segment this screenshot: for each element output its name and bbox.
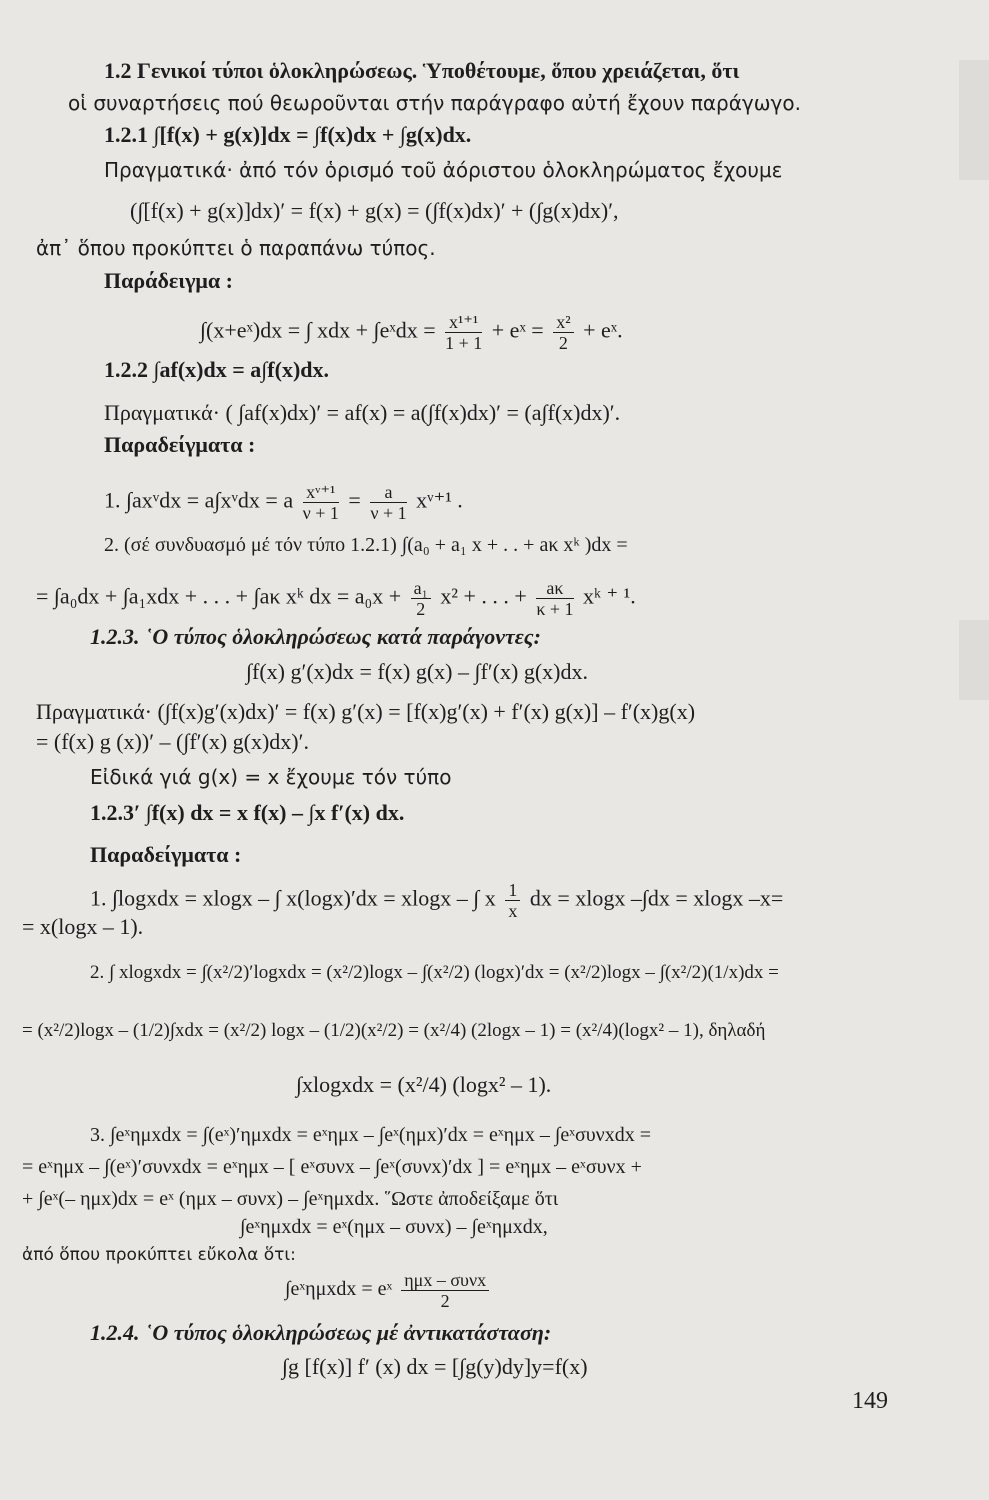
formula-part: x² + . . . + — [440, 583, 527, 609]
formula-part: ∫(x+eˣ)dx = ∫ xdx + ∫eˣdx = — [200, 317, 436, 343]
fraction — [505, 880, 520, 921]
formula-line: = x(logx – 1). — [22, 914, 144, 939]
numerator: x¹⁺¹ — [445, 312, 482, 333]
text-line: ἀπ᾽ ὅπου προκύπτει ὁ παραπάνω τύπος. — [36, 236, 436, 260]
formula-part: 1. ∫logxdx = xlogx – ∫ x(logx)′dx = xlogx – ∫ x — [90, 885, 496, 911]
section-heading-1-2-4: 1.2.4. ῾Ο τύπος ὁλοκληρώσεως μέ ἀντικατάσταση: — [90, 1320, 552, 1345]
denominator: 1 + 1 — [445, 333, 483, 353]
examples-heading: Παραδείγματα : — [104, 432, 256, 457]
formula-part: xᵏ ⁺ ¹. — [583, 583, 636, 609]
numerator: 1 — [505, 880, 520, 901]
denominator: 2 — [416, 599, 426, 619]
text-line: Εἰδικά γιά g(x) = x ἔχουμε τόν τύπο — [90, 765, 452, 789]
numerator: a₁ — [411, 578, 431, 599]
fraction — [536, 578, 573, 619]
margin-bleed — [959, 620, 989, 700]
example-1 — [90, 880, 783, 921]
numerator: a — [370, 482, 406, 503]
formula-1-2-2: 1.2.2 ∫af(x)dx = a∫f(x)dx. — [104, 357, 330, 382]
fraction — [401, 1270, 489, 1311]
formula-line: Πραγματικά· (∫f(x)g′(x)dx)′ = f(x) g′(x) = [f(x)g′(x) + f′(x) g(x)] – f′(x)g(x) — [36, 699, 696, 724]
formula-line: (∫[f(x) + g(x)]dx)′ = f(x) + g(x) = (∫f(x)dx)′ + (∫g(x)dx)′, — [130, 198, 619, 223]
formula-part: dx = xlogx –∫dx = xlogx –x= — [529, 885, 784, 911]
formula-line — [285, 1270, 493, 1311]
denominator: x — [508, 901, 518, 921]
page-number: 149 — [852, 1388, 888, 1414]
section-heading-1-2-3: 1.2.3. ῾Ο τύπος ὁλοκληρώσεως κατά παράγοντες: — [90, 624, 541, 649]
text-line: Πραγματικά· ἀπό τόν ὁρισμό τοῦ ἀόριστου ὁλοκληρώματος ἔχουμε — [104, 158, 783, 182]
section-heading-1-2: 1.2 Γενικοί τύποι ὁλοκληρώσεως. Ὑποθέτουμε, ὅπου χρειάζεται, ὅτι — [104, 58, 740, 83]
denominator: ν + 1 — [302, 503, 339, 523]
numerator: x² — [553, 312, 573, 333]
example-1 — [104, 482, 463, 523]
formula-line: + ∫eˣ(– ημx)dx = eˣ (ημx – συνx) – ∫eˣημxdx. ῞Ωστε ἀποδείξαμε ὅτι — [22, 1188, 559, 1210]
denominator: ν + 1 — [370, 503, 407, 523]
formula-part: + eˣ. — [583, 317, 623, 343]
fraction — [411, 578, 431, 619]
text-line: ἀπό ὅπου προκύπτει εὔκολα ὅτι: — [22, 1245, 296, 1265]
formula-line — [36, 578, 636, 619]
formula-part: + eˣ = — [491, 317, 544, 343]
formula-line: = eˣημx – ∫(eˣ)′συνxdx = eˣημx – [ eˣσυνx – ∫eˣ(συνx)′dx ] = eˣημx – eˣσυνx + — [22, 1156, 642, 1178]
formula-line: ∫eˣημxdx = eˣ(ημx – συνx) – ∫eˣημxdx, — [240, 1216, 548, 1238]
fraction — [303, 482, 339, 523]
formula-line: = (f(x) g (x))′ – (∫f′(x) g(x)dx)′. — [36, 729, 309, 754]
example-2: 2. ∫ xlogxdx = ∫(x²/2)′logxdx = (x²/2)logx – ∫(x²/2) (logx)′dx = (x²/2)logx – ∫(x²/2)(1/x)dx = — [90, 962, 779, 983]
formula-1-2-3-prime: 1.2.3′ ∫f(x) dx = x f(x) – ∫x f′(x) dx. — [90, 800, 405, 825]
example-formula — [200, 312, 623, 353]
formula-line: Πραγματικά· ( ∫af(x)dx)′ = af(x) = a(∫f(x)dx)′ = (a∫f(x)dx)′. — [104, 400, 621, 425]
denominator: κ + 1 — [536, 599, 574, 619]
formula-part: 1. ∫axᵛdx = a∫xᵛdx = a — [104, 487, 294, 513]
example-heading: Παράδειγμα : — [104, 268, 233, 293]
numerator: xᵛ⁺¹ — [303, 482, 339, 503]
denominator: 2 — [440, 1291, 450, 1311]
fraction — [445, 312, 482, 353]
formula-line: ∫g [f(x)] f′ (x) dx = [∫g(y)dy]y=f(x) — [282, 1354, 588, 1379]
example-3: 3. ∫eˣημxdx = ∫(eˣ)′ημxdx = eˣημx – ∫eˣ(ημx)′dx = eˣημx – ∫eˣσυνxdx = — [90, 1124, 652, 1146]
formula-1-2-1: 1.2.1 ∫[f(x) + g(x)]dx = ∫f(x)dx + ∫g(x)dx. — [104, 122, 472, 147]
example-2: 2. (σέ συνδυασμό μέ τόν τύπο 1.2.1) ∫(a₀ + a₁ x + . . + aκ xᵏ )dx = — [104, 534, 628, 556]
numerator: ημx – συνx — [401, 1270, 489, 1291]
formula-part: = — [348, 487, 361, 513]
formula-line: ∫xlogxdx = (x²/4) (logx² – 1). — [296, 1072, 552, 1097]
fraction — [553, 312, 573, 353]
numerator: aκ — [536, 578, 573, 599]
formula-part: = ∫a₀dx + ∫a₁xdx + . . . + ∫aκ xᵏ dx = a₀x + — [36, 583, 402, 609]
formula-part: xᵛ⁺¹ . — [416, 487, 463, 513]
fraction — [370, 482, 406, 523]
examples-heading: Παραδείγματα : — [90, 842, 242, 867]
formula-part: ∫eˣημxdx = eˣ — [285, 1278, 393, 1301]
formula-line: = (x²/2)logx – (1/2)∫xdx = (x²/2) logx – (1/2)(x²/2) = (x²/4) (2logx – 1) = (x²/4)(logx² – 1), δηλαδή — [22, 1020, 766, 1041]
text-line: οἱ συναρτήσεις πού θεωροῦνται στήν παράγραφο αὐτή ἔχουν παράγωγο. — [68, 91, 801, 115]
margin-bleed — [959, 60, 989, 180]
denominator: 2 — [558, 333, 568, 353]
formula-line: ∫f(x) g′(x)dx = f(x) g(x) – ∫f′(x) g(x)dx. — [246, 659, 588, 684]
